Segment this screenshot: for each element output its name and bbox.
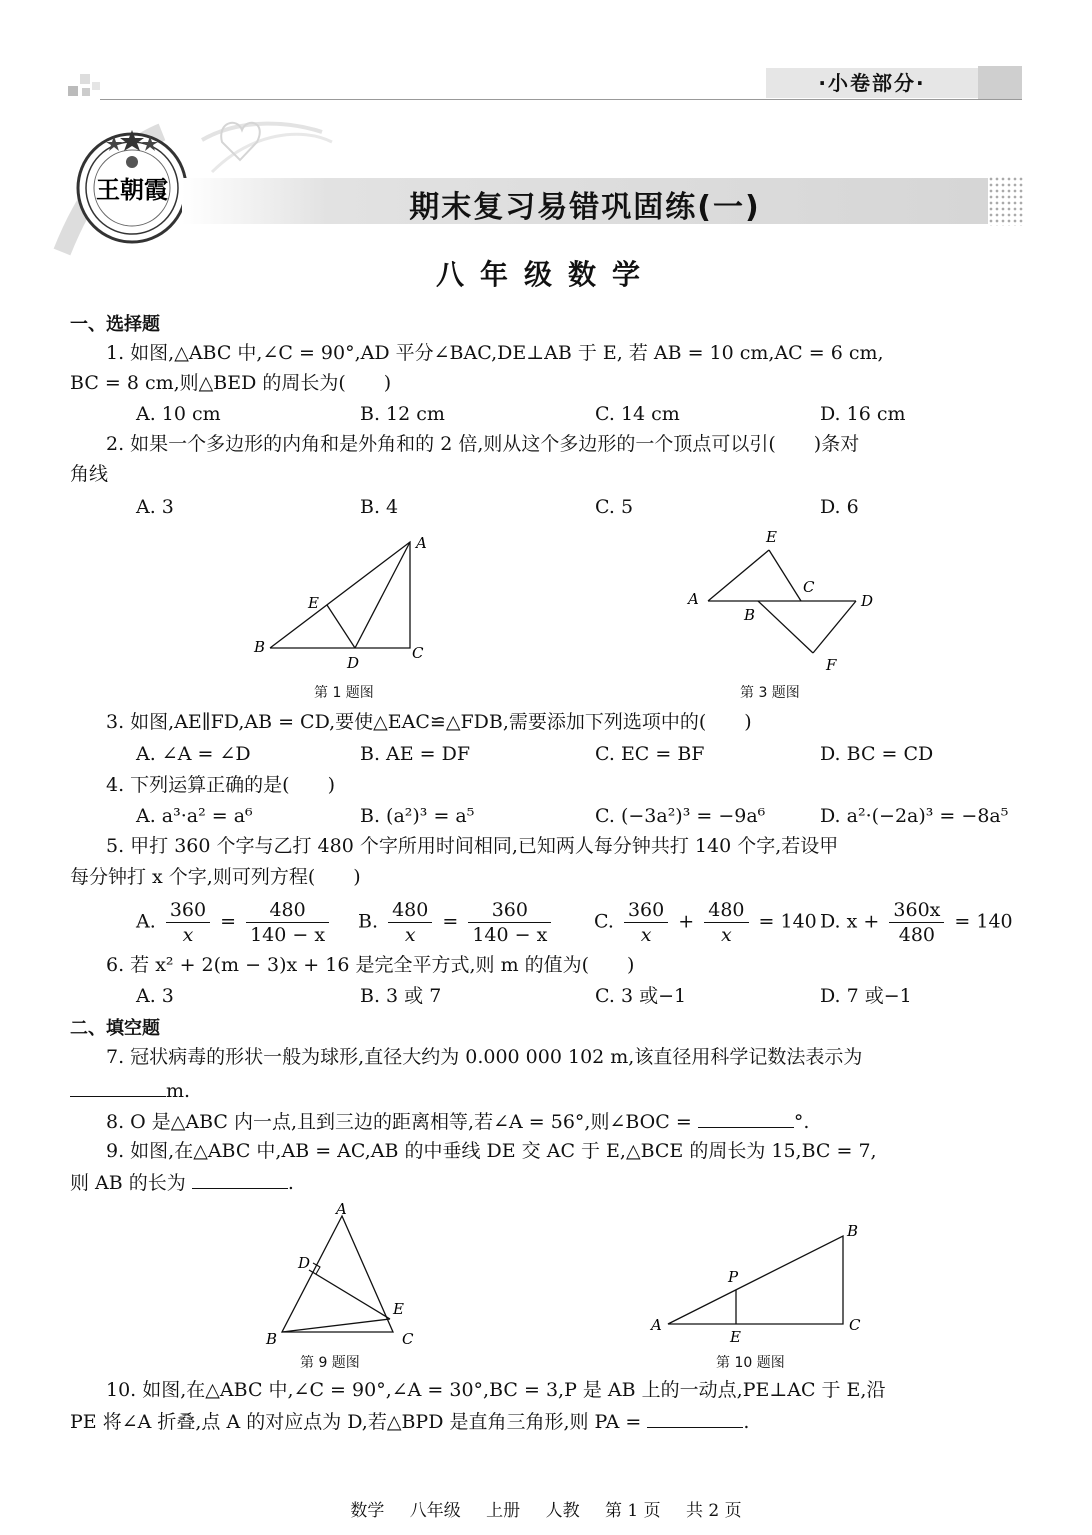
- q9-answer-blank[interactable]: [192, 1170, 288, 1189]
- footer-grade: 八年级: [409, 1501, 461, 1521]
- fig9-label-e: E: [393, 1300, 404, 1318]
- figure-10: [648, 1218, 873, 1348]
- fig3-caption: 第 3 题图: [740, 685, 800, 701]
- q5-option-d: D. x + $\frac{360x}{480}$ = 140: [820, 899, 1013, 946]
- section-choice-heading: 一、选择题: [70, 314, 160, 335]
- figure-1: [250, 530, 440, 675]
- q5-option-a: A. $\frac{360}{x}$ = $\frac{480}{140 - x}$: [136, 898, 333, 947]
- figure-3: [680, 522, 880, 677]
- page-footer: [0, 1496, 1092, 1521]
- fig1-label-a: A: [416, 534, 427, 552]
- q8-line: 8. O 是△ABC 内一点,且到三边的距离相等,若∠A = 56°,则∠BOC = °.: [106, 1111, 810, 1133]
- q6-option-b: B. 3 或 7: [360, 985, 442, 1007]
- q6-option-d: D. 7 或−1: [820, 985, 912, 1007]
- q4-option-a: A. a³·a² = a⁶: [136, 805, 253, 827]
- fig9-label-c: C: [402, 1330, 414, 1348]
- corner-squares: [68, 74, 102, 100]
- fig9-label-d: D: [298, 1254, 311, 1272]
- q7-line2: m.: [70, 1078, 190, 1103]
- q5-option-b: B. $\frac{480}{x}$ = $\frac{360}{140 - x}$: [358, 898, 555, 947]
- q10-line1: 10. 如图,在△ABC 中,∠C = 90°,∠A = 30°,BC = 3,P 是 AB 上的一动点,PE⊥AC 于 E,沿: [106, 1379, 886, 1401]
- logo-name: 王朝霞: [96, 175, 168, 204]
- fig3-label-f: F: [826, 656, 837, 674]
- fig3-label-b: B: [744, 606, 756, 624]
- q2-line2: 角线: [70, 463, 109, 485]
- q1-option-a: A. 10 cm: [136, 403, 221, 425]
- q3-line1: 3. 如图,AE∥FD,AB = CD,要使△EAC≌△FDB,需要添加下列选项中的( ): [106, 711, 752, 733]
- fig3-label-d: D: [861, 592, 874, 610]
- q3-option-d: D. BC = CD: [820, 743, 934, 765]
- q4-line1: 4. 下列运算正确的是( ): [106, 774, 335, 796]
- fig3-label-e: E: [766, 528, 777, 546]
- q3-option-a: A. ∠A = ∠D: [136, 743, 251, 765]
- q9-line1: 9. 如图,在△ABC 中,AB = AC,AB 的中垂线 DE 交 AC 于 E,△BCE 的周长为 15,BC = 7,: [106, 1140, 877, 1162]
- fig1-label-c: C: [412, 644, 424, 662]
- q4-option-d: D. a²·(−2a)³ = −8a⁵: [820, 805, 1009, 827]
- figure-9: [262, 1198, 432, 1353]
- q2-line1: 2. 如果一个多边形的内角和是外角和的 2 倍,则从这个多边形的一个顶点可以引( )条对: [106, 433, 860, 455]
- q1-option-d: D. 16 cm: [820, 403, 906, 425]
- fig10-label-e: E: [730, 1328, 741, 1346]
- q9-line2: 则 AB 的长为 .: [70, 1172, 294, 1194]
- main-title: 期末复习易错巩固练(一): [409, 190, 761, 225]
- q3-option-c: C. EC = BF: [595, 743, 705, 765]
- header-rule: [100, 99, 1022, 100]
- section-tag: ·小卷部分·: [766, 68, 978, 98]
- q7-answer-blank[interactable]: [70, 1078, 166, 1097]
- footer-total: 共 2 页: [686, 1501, 742, 1521]
- q1-option-c: C. 14 cm: [595, 403, 680, 425]
- fig10-label-c: C: [849, 1316, 861, 1334]
- q6-option-c: C. 3 或−1: [595, 985, 687, 1007]
- title-dots: [988, 176, 1024, 226]
- fig1-label-d: D: [347, 654, 360, 672]
- q8-answer-blank[interactable]: [698, 1109, 794, 1128]
- section-fill-heading: 二、填空题: [70, 1018, 160, 1039]
- q6-line1: 6. 若 x² + 2(m − 3)x + 16 是完全平方式,则 m 的值为( ): [106, 954, 635, 976]
- q5-line2: 每分钟打 x 个字,则可列方程( ): [70, 866, 361, 888]
- q5-line1: 5. 甲打 360 个字与乙打 480 个字所用时间相同,已知两人每分钟共打 140 个字,若设甲: [106, 835, 839, 857]
- fig1-label-e: E: [308, 594, 319, 612]
- footer-subject: 数学: [350, 1501, 385, 1521]
- q4-option-c: C. (−3a²)³ = −9a⁶: [595, 805, 766, 827]
- q2-option-d: D. 6: [820, 496, 859, 518]
- q10-answer-blank[interactable]: [647, 1409, 743, 1428]
- fig9-label-b: B: [266, 1330, 278, 1348]
- q3-option-b: B. AE = DF: [360, 743, 471, 765]
- q1-line1: 1. 如图,△ABC 中,∠C = 90°,AD 平分∠BAC,DE⊥AB 于 E, 若 AB = 10 cm,AC = 6 cm,: [106, 342, 884, 364]
- q2-option-c: C. 5: [595, 496, 634, 518]
- fig10-caption: 第 10 题图: [716, 1355, 785, 1371]
- fig9-caption: 第 9 题图: [300, 1355, 360, 1371]
- q1-line2: BC = 8 cm,则△BED 的周长为( ): [70, 372, 392, 394]
- fig3-label-c: C: [803, 578, 815, 596]
- fig9-label-a: A: [336, 1200, 347, 1218]
- q6-option-a: A. 3: [136, 985, 174, 1007]
- footer-page: 第 1 页: [604, 1501, 661, 1521]
- q4-option-b: B. (a²)³ = a⁵: [360, 805, 475, 827]
- fig1-caption: 第 1 题图: [314, 685, 374, 701]
- fig1-label-b: B: [254, 638, 266, 656]
- q10-line2: PE 将∠A 折叠,点 A 的对应点为 D,若△BPD 是直角三角形,则 PA = .: [70, 1411, 750, 1433]
- fig10-label-a: A: [651, 1316, 662, 1334]
- footer-volume: 上册: [486, 1501, 521, 1521]
- q1-option-b: B. 12 cm: [360, 403, 445, 425]
- q2-option-a: A. 3: [136, 496, 174, 518]
- fig10-label-p: P: [728, 1268, 739, 1286]
- fig10-label-b: B: [847, 1222, 859, 1240]
- section-tag-block: [978, 66, 1022, 100]
- q7-line1: 7. 冠状病毒的形状一般为球形,直径大约为 0.000 000 102 m,该直径用科学记数法表示为: [106, 1046, 863, 1068]
- fig3-label-a: A: [688, 590, 699, 608]
- footer-publisher: 人教: [545, 1501, 580, 1521]
- q2-option-b: B. 4: [360, 496, 399, 518]
- subtitle: 八年级数学: [435, 258, 656, 291]
- q5-option-c: C. $\frac{360}{x}$ + $\frac{480}{x}$ = 140: [594, 899, 817, 946]
